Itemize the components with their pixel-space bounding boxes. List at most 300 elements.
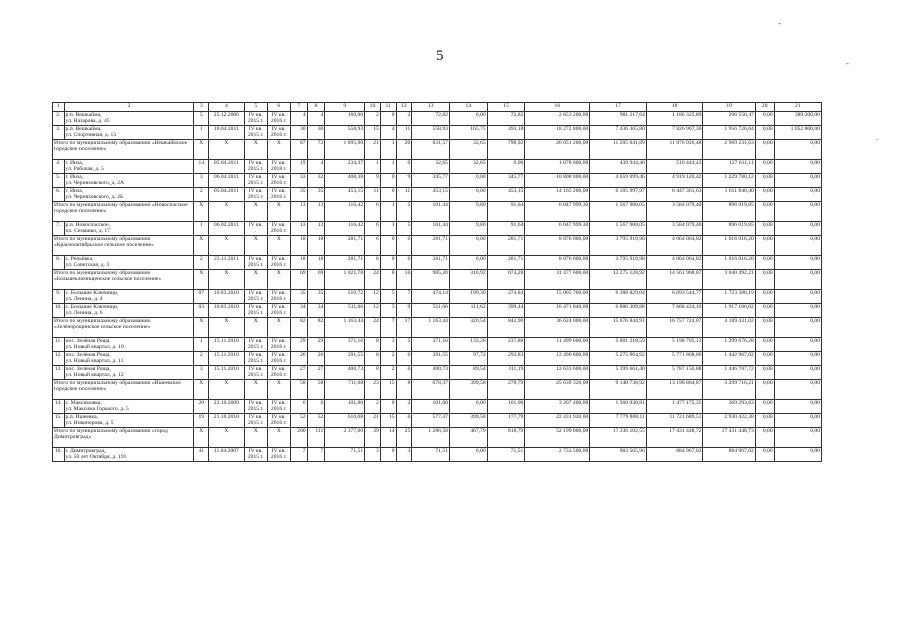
table-cell: X — [209, 140, 245, 160]
table-cell: 6 886 309,88 — [590, 304, 647, 318]
row-number: 3. — [53, 126, 65, 140]
cell-line: IV кв. — [248, 352, 263, 358]
column-number: 13 — [412, 103, 450, 112]
date-cell: 10.03.2010 — [209, 290, 245, 304]
housing-program-table — [52, 102, 822, 462]
table-cell: 0,00 — [755, 304, 774, 318]
table-cell: 27 — [307, 366, 325, 380]
table-cell: 8 — [365, 352, 381, 366]
date-cell: 11.04.2007 — [209, 448, 245, 462]
table-cell: 511,06 — [412, 304, 450, 318]
cell-line: 2016 г. — [270, 180, 287, 187]
table-cell: 3 — [396, 448, 412, 462]
cell-line: 2015 г. — [247, 406, 264, 413]
cell-line: ул. Черняховского, д. 2А — [65, 180, 125, 187]
cell-line: ул. Новый квартал, д. 12 — [65, 372, 124, 379]
cell-line: пос. Зелёная Роща, — [65, 366, 111, 372]
table-cell: 39 — [365, 428, 381, 448]
cell-line: 2015 г. — [247, 420, 264, 427]
table-cell: 19 — [194, 414, 209, 428]
cell-line: 2016 г. — [270, 344, 287, 351]
table-cell: 3 — [380, 304, 396, 318]
cell-line: ул. Рабочая, д. 5 — [65, 166, 104, 173]
table-row — [53, 222, 822, 236]
table-cell: 0,00 — [774, 140, 821, 160]
cell-line: г. Инза, — [65, 174, 84, 180]
cell-line: г. Инза, — [65, 160, 84, 166]
table-cell: 2 853 200,00 — [525, 112, 590, 126]
table-cell: 8 — [365, 366, 381, 380]
table-cell: 798,92 — [487, 140, 525, 160]
table-cell: 2 — [194, 352, 209, 366]
address-cell — [64, 448, 194, 462]
table-cell: 0 — [380, 256, 396, 270]
table-cell: 72,82 — [412, 112, 450, 126]
table-cell: 281,71 — [487, 256, 525, 270]
table-cell: 35 — [307, 290, 325, 304]
table-cell: 371,16 — [412, 338, 450, 352]
date-cell: 06.02.2011 — [209, 222, 245, 236]
cell-line: ул. Черняховского, д. 2Б — [65, 194, 124, 201]
table-cell: 1 956 726,84 — [703, 126, 755, 140]
period-cell — [267, 304, 290, 318]
table-cell: 13 — [307, 202, 325, 222]
table-cell: 58 — [290, 380, 307, 400]
column-number: 14 — [449, 103, 487, 112]
table-cell: 674,28 — [487, 270, 525, 290]
table-cell: 0,00 — [755, 448, 774, 462]
period-cell — [244, 448, 267, 462]
table-cell: 52 199 000,00 — [525, 428, 590, 448]
table-cell: 6 893 544,77 — [646, 290, 703, 304]
table-cell: 36 624 000,00 — [525, 318, 590, 338]
cell-line: ул. Спортивная, д. 13 — [65, 132, 117, 139]
table-cell: 0,00 — [774, 202, 821, 222]
table-row — [53, 338, 822, 352]
table-cell: 11 — [365, 188, 381, 202]
table-cell: 711,08 — [325, 380, 365, 400]
table-cell: 0,00 — [755, 236, 774, 256]
cell-line: IV кв. — [271, 126, 286, 132]
table-cell: 200 — [290, 428, 307, 448]
table-cell: 1 021,78 — [325, 270, 365, 290]
table-cell: 13 198 864,87 — [646, 380, 703, 400]
table-cell: 0,00 — [449, 256, 487, 270]
table-cell: X — [267, 270, 290, 290]
table-cell: 558,93 — [412, 126, 450, 140]
table-cell: X — [194, 270, 209, 290]
cell-line: 2016 г. — [270, 406, 287, 413]
table-cell: 25 — [396, 428, 412, 448]
date-cell: 23.11.2011 — [209, 256, 245, 270]
cell-line: 2015 г. — [247, 180, 264, 187]
table-cell: 20 — [194, 400, 209, 414]
table-cell: 16 — [396, 270, 412, 290]
table-cell: 0,00 — [774, 270, 821, 290]
table-cell: X — [244, 236, 267, 256]
table-cell: 89,54 — [449, 366, 487, 380]
table-cell: X — [194, 318, 209, 338]
table-cell: X — [194, 202, 209, 222]
cell-line: IV кв. — [271, 222, 286, 228]
table-cell: X — [194, 140, 209, 160]
table-cell: 177,79 — [487, 414, 525, 428]
table-cell: 14 165 200,00 — [525, 188, 590, 202]
row-number: 14. — [53, 400, 65, 414]
subtotal-label: Итого по муниципальному образованию «Большеключищенское сельское поселение» — [53, 270, 194, 290]
table-cell: 18 — [290, 236, 307, 256]
table-cell: 14 — [194, 160, 209, 174]
table-cell: 0,00 — [774, 448, 821, 462]
table-cell: 69 — [290, 270, 307, 290]
date-cell: 15.11.2010 — [209, 352, 245, 366]
table-cell: 1 286,58 — [412, 428, 450, 448]
address-cell — [64, 160, 194, 174]
table-cell: 2 377,00 — [325, 428, 365, 448]
cell-line: г. Инза, — [65, 188, 84, 194]
table-row — [53, 160, 822, 174]
table-cell: 11 205 041,89 — [590, 140, 647, 160]
cell-line: 2016 г. — [270, 262, 287, 269]
table-cell: 17 — [396, 318, 412, 338]
cell-line: 2015 г. — [247, 310, 264, 317]
cell-line: с. Большие Ключищи, — [65, 304, 119, 310]
table-cell: 0,00 — [774, 236, 821, 256]
table-cell: 6 — [307, 400, 325, 414]
table-cell: 35 — [307, 188, 325, 202]
table-cell: 0,00 — [755, 380, 774, 400]
table-cell: 1 016 016,20 — [703, 236, 755, 256]
cell-line: IV кв. — [248, 256, 263, 262]
table-cell: 296 556,47 — [703, 112, 755, 126]
table-cell: 32,65 — [412, 160, 450, 174]
cell-line: IV кв. — [248, 338, 263, 344]
table-cell: 345,77 — [412, 174, 450, 188]
table-cell: 13 275 128,92 — [590, 270, 647, 290]
table-cell: 0,00 — [755, 318, 774, 338]
cell-line: IV кв. — [271, 188, 286, 194]
period-cell — [244, 400, 267, 414]
cell-line: 2016 г. — [270, 194, 287, 201]
cell-line: IV кв. — [248, 448, 263, 454]
table-cell: 7 — [380, 318, 396, 338]
table-cell: 24 — [365, 270, 381, 290]
table-cell: 58 — [307, 380, 325, 400]
table-row — [53, 188, 822, 202]
row-number: 7. — [53, 222, 65, 236]
cell-line: р.п. Вешкайма, — [65, 126, 102, 132]
address-cell — [64, 222, 194, 236]
address-cell — [64, 174, 194, 188]
table-cell: X — [194, 380, 209, 400]
period-cell — [267, 448, 290, 462]
table-cell: 3 584 079,40 — [646, 202, 703, 222]
cell-line: 2015 г. — [247, 372, 264, 379]
table-cell: X — [267, 236, 290, 256]
table-cell: 26 — [307, 352, 325, 366]
table-cell: 17 431 448,72 — [646, 428, 703, 448]
table-row — [53, 414, 822, 428]
cell-line: IV кв. — [271, 338, 286, 344]
table-cell: 399,58 — [449, 414, 487, 428]
table-cell: 133,28 — [449, 338, 487, 352]
cell-line: 2016 г. — [270, 296, 287, 303]
table-cell: 2 — [365, 400, 381, 414]
table-cell: 199,30 — [449, 290, 487, 304]
cell-line: IV кв. — [248, 400, 263, 406]
table-row — [53, 448, 822, 462]
table-cell: 1 446 787,72 — [703, 366, 755, 380]
date-cell: 25.12.2006 — [209, 112, 245, 126]
table-cell: 7 — [307, 448, 325, 462]
table-cell: 7 779 808,11 — [590, 414, 647, 428]
cell-line: IV кв. — [271, 256, 286, 262]
table-cell: 12 — [365, 304, 381, 318]
row-number: 13. — [53, 366, 65, 380]
period-cell — [267, 160, 290, 174]
table-cell: X — [244, 428, 267, 448]
table-cell: 896 019,85 — [703, 222, 755, 236]
cell-line: IV кв. — [271, 160, 286, 166]
date-cell: 05.04.2011 — [209, 188, 245, 202]
period-cell — [244, 112, 267, 126]
table-cell: 15 676 844,91 — [590, 318, 647, 338]
table-row — [53, 400, 822, 414]
table-cell: 32 — [307, 174, 325, 188]
table-cell: 1 016 016,20 — [703, 256, 755, 270]
table-cell: 610,08 — [325, 414, 365, 428]
column-number: 19 — [703, 103, 755, 112]
table-cell: 15 — [380, 380, 396, 400]
cell-line: 2016 г. — [270, 454, 287, 461]
cell-line: 2016 г. — [270, 132, 287, 139]
table-row — [53, 352, 822, 366]
date-cell: 22.10.2009 — [209, 400, 245, 414]
subtotal-label: Итого по муниципальному образованию «Ишеевское городское поселение» — [53, 380, 194, 400]
period-cell — [244, 304, 267, 318]
table-cell: 0,00 — [774, 256, 821, 270]
table-cell: 278,79 — [487, 380, 525, 400]
table-cell: 52 — [307, 414, 325, 428]
table-cell: 2 — [194, 188, 209, 202]
column-number: 18 — [646, 103, 703, 112]
cell-line: с. Большие Ключищи, — [65, 290, 119, 296]
table-cell: 1 — [194, 126, 209, 140]
table-header-row — [53, 103, 822, 112]
table-cell: 5 198 705,13 — [646, 338, 703, 352]
table-cell: X — [194, 428, 209, 448]
table-cell: X — [244, 140, 267, 160]
table-cell: 71,51 — [412, 448, 450, 462]
table-cell: 26 — [290, 352, 307, 366]
period-cell — [267, 222, 290, 236]
table-cell: 11 499 600,00 — [525, 338, 590, 352]
table-cell: 4 919 120,42 — [646, 174, 703, 188]
table-cell: 1 078 000,00 — [525, 160, 590, 174]
table-cell: 0,00 — [755, 338, 774, 352]
table-cell: 0,00 — [774, 428, 821, 448]
table-cell: 391,55 — [412, 352, 450, 366]
row-number: 2. — [53, 112, 65, 126]
table-cell: X — [267, 318, 290, 338]
subtotal-row — [53, 236, 822, 256]
table-cell: 6 — [396, 366, 412, 380]
column-number: 7 — [290, 103, 307, 112]
table-cell: 0,00 — [755, 290, 774, 304]
table-cell: 3 299 716,21 — [703, 380, 755, 400]
table-cell: 7 668 424,10 — [646, 304, 703, 318]
cell-line: IV кв. — [248, 414, 263, 420]
table-cell: 5 001 218,59 — [590, 338, 647, 352]
row-number: 11. — [53, 338, 65, 352]
date-cell: 18.04.2011 — [209, 126, 245, 140]
table-cell: 5 — [194, 112, 209, 126]
table-cell: 8 — [380, 270, 396, 290]
table-cell: 4 064 064,82 — [646, 236, 703, 256]
row-number: 6. — [53, 188, 65, 202]
table-cell: 1 360 930,81 — [590, 400, 647, 414]
cell-line: 2015 г. — [247, 296, 264, 303]
cell-line: 2016 г. — [270, 118, 287, 125]
table-cell: 3 640 492,21 — [703, 270, 755, 290]
table-cell: 41 — [194, 448, 209, 462]
table-cell: 0,00 — [774, 338, 821, 352]
table-cell: 9 — [365, 174, 381, 188]
cell-line: ул. Ленина, д. 4 — [65, 296, 103, 303]
period-cell — [244, 174, 267, 188]
cell-line: с. Репьёвка, — [65, 256, 94, 262]
table-cell: 896 019,85 — [703, 202, 755, 222]
table-cell: 6 047 999,30 — [525, 222, 590, 236]
table-cell: 981 217,64 — [590, 112, 647, 126]
date-cell: 05.04.2011 — [209, 160, 245, 174]
cell-line: г. Димитровград, — [65, 448, 106, 454]
table-cell: X — [209, 236, 245, 256]
table-cell: 33 — [290, 174, 307, 188]
table-cell: 0,00 — [774, 380, 821, 400]
table-cell: 0,00 — [755, 414, 774, 428]
table-cell: 1 567 900,05 — [590, 202, 647, 222]
table-cell: 5 771 868,06 — [646, 352, 703, 366]
period-cell — [244, 222, 267, 236]
cell-line: 2015 г. — [247, 454, 264, 461]
table-cell: 0,00 — [755, 270, 774, 290]
table-cell: 6 — [396, 352, 412, 366]
table-cell: 52 — [290, 414, 307, 428]
table-cell: 1 — [380, 160, 396, 174]
period-cell — [244, 256, 267, 270]
column-number: 17 — [590, 103, 647, 112]
table-cell: 0,00 — [755, 126, 774, 140]
table-cell: 6 047 999,30 — [525, 202, 590, 222]
table-cell: 389 200,00 — [774, 112, 821, 126]
table-cell: 3 — [365, 448, 381, 462]
cell-line: ул. 50 лет Октября, д. 191 — [65, 454, 127, 461]
date-cell: 21.10.2010 — [209, 414, 245, 428]
table-cell: 8 876 000,00 — [525, 256, 590, 270]
cell-line: IV кв. — [248, 174, 263, 180]
row-number: 16. — [53, 448, 65, 462]
table-cell: 577,37 — [412, 414, 450, 428]
table-cell: 903 565,96 — [590, 448, 647, 462]
table-cell: 0,00 — [755, 140, 774, 160]
table-cell: 311,19 — [487, 366, 525, 380]
table-cell: 0,00 — [449, 112, 487, 126]
table-cell: 22 431 920,00 — [525, 414, 590, 428]
table-cell: 6 — [365, 222, 381, 236]
cell-line: IV кв. — [271, 174, 286, 180]
table-cell: 11 — [396, 188, 412, 202]
table-cell: 11 721 689,51 — [646, 414, 703, 428]
table-cell: 1 — [365, 160, 381, 174]
cell-line: ул. Новый квартал, д. 11 — [65, 358, 124, 365]
table-cell: 1 — [380, 140, 396, 160]
address-cell — [64, 290, 194, 304]
table-cell: 82 — [290, 318, 307, 338]
table-cell: 281,71 — [325, 256, 365, 270]
table-cell: 2 — [396, 400, 412, 414]
column-number: 6 — [267, 103, 290, 112]
table-cell: 101,44 — [412, 222, 450, 236]
table-cell: 510,72 — [325, 290, 365, 304]
table-cell: 2 — [194, 256, 209, 270]
cell-line: 2015 г. — [247, 166, 264, 173]
table-cell: 15 — [365, 126, 381, 140]
cell-line: ул. Ленина, д. 6 — [65, 310, 103, 317]
table-cell: 18 272 800,00 — [525, 126, 590, 140]
table-cell: 0 — [380, 112, 396, 126]
table-cell: 234,37 — [325, 160, 365, 174]
table-cell: 281,71 — [487, 236, 525, 256]
period-cell — [267, 188, 290, 202]
table-row — [53, 304, 822, 318]
table-cell: 23 — [365, 380, 381, 400]
period-cell — [244, 366, 267, 380]
table-cell: 4 659 099,46 — [590, 174, 647, 188]
row-number: 9. — [53, 290, 65, 304]
address-cell — [64, 338, 194, 352]
table-cell: 24 — [365, 318, 381, 338]
table-cell: 0,00 — [774, 318, 821, 338]
subtotal-label: Итого по муниципальному образованию «Зелёнорощинское сельское поселение» — [53, 318, 194, 338]
table-cell: 21 — [365, 414, 381, 428]
table-cell: 842,90 — [487, 318, 525, 338]
table-cell: 0,00 — [755, 222, 774, 236]
table-cell: 0,00 — [774, 160, 821, 174]
table-cell: 127 611,11 — [703, 160, 755, 174]
table-cell: 5 399 661,40 — [590, 366, 647, 380]
cell-line: 2016 г. — [270, 228, 287, 235]
table-cell: 91,64 — [487, 202, 525, 222]
cell-line: IV кв. — [248, 160, 263, 166]
table-cell: 1 095,90 — [325, 140, 365, 160]
cell-line: пос. Зелёная Роща, — [65, 338, 111, 344]
table-cell: 0,00 — [774, 290, 821, 304]
cell-line: 2015 г. — [247, 118, 264, 125]
table-cell: 5 — [396, 338, 412, 352]
cell-line: ул. Назарова, д. 45 — [65, 118, 110, 125]
column-number: 8 — [307, 103, 325, 112]
date-cell: 10.03.2010 — [209, 304, 245, 318]
column-number: 5 — [244, 103, 267, 112]
table-cell: 0,00 — [755, 428, 774, 448]
table-cell: 281,71 — [412, 256, 450, 270]
period-cell — [244, 414, 267, 428]
table-cell: 2 733 500,00 — [525, 448, 590, 462]
table-cell: 31 477 600,00 — [525, 270, 590, 290]
period-cell — [267, 400, 290, 414]
table-cell: 884 967,02 — [703, 448, 755, 462]
